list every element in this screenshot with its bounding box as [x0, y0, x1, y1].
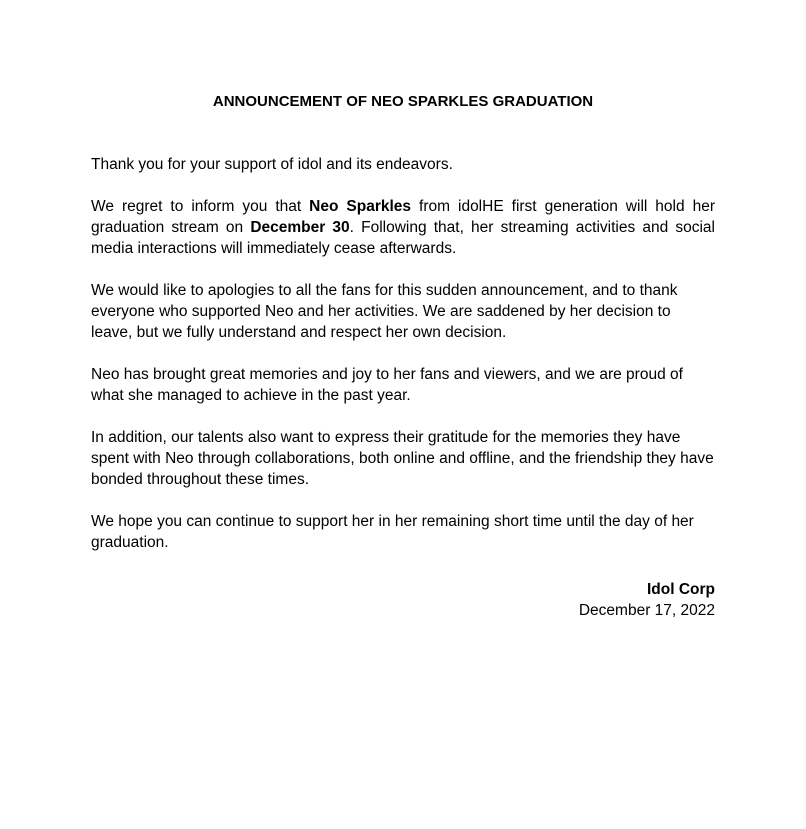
notice-text-2: from idolHE first generation will hold her graduation stream on — [91, 198, 715, 236]
paragraph-support: We hope you can continue to support her in her remaining short time until the day of her graduation. — [91, 513, 694, 551]
paragraph-thanks: Thank you for your support of idol and its endeavors. — [91, 156, 453, 173]
signature-name: Idol Corp — [646, 581, 715, 598]
notice-text-3: . Following that, her streaming activities and social media interactions will immediately cease afterwards. — [91, 219, 715, 257]
paragraph-gratitude: In addition, our talents also want to express their gratitude for the memories they have spent with Neo through collaborations, both online and offline, and the friendship they have bonded throughout these times. — [91, 429, 714, 488]
paragraph-memories: Neo has brought great memories and joy to her fans and viewers, and we are proud of what she managed to achieve in the past year. — [91, 366, 683, 404]
document-body — [91, 154, 715, 574]
graduation-date: December 30 — [250, 219, 350, 236]
document-title: ANNOUNCEMENT OF NEO SPARKLES GRADUATION — [212, 93, 594, 110]
notice-text-1: We regret to inform you that — [91, 198, 310, 215]
paragraph-apology: We would like to apologies to all the fans for this sudden announcement, and to thank everyone who supported Neo and her activities. We are saddened by her decision to leave, but we fully understand and respect her own decision. — [91, 282, 678, 341]
signature-block — [579, 579, 715, 621]
paragraph-graduation-notice — [91, 196, 715, 259]
signature-date: December 17, 2022 — [578, 602, 715, 619]
talent-name: Neo Sparkles — [309, 198, 412, 215]
